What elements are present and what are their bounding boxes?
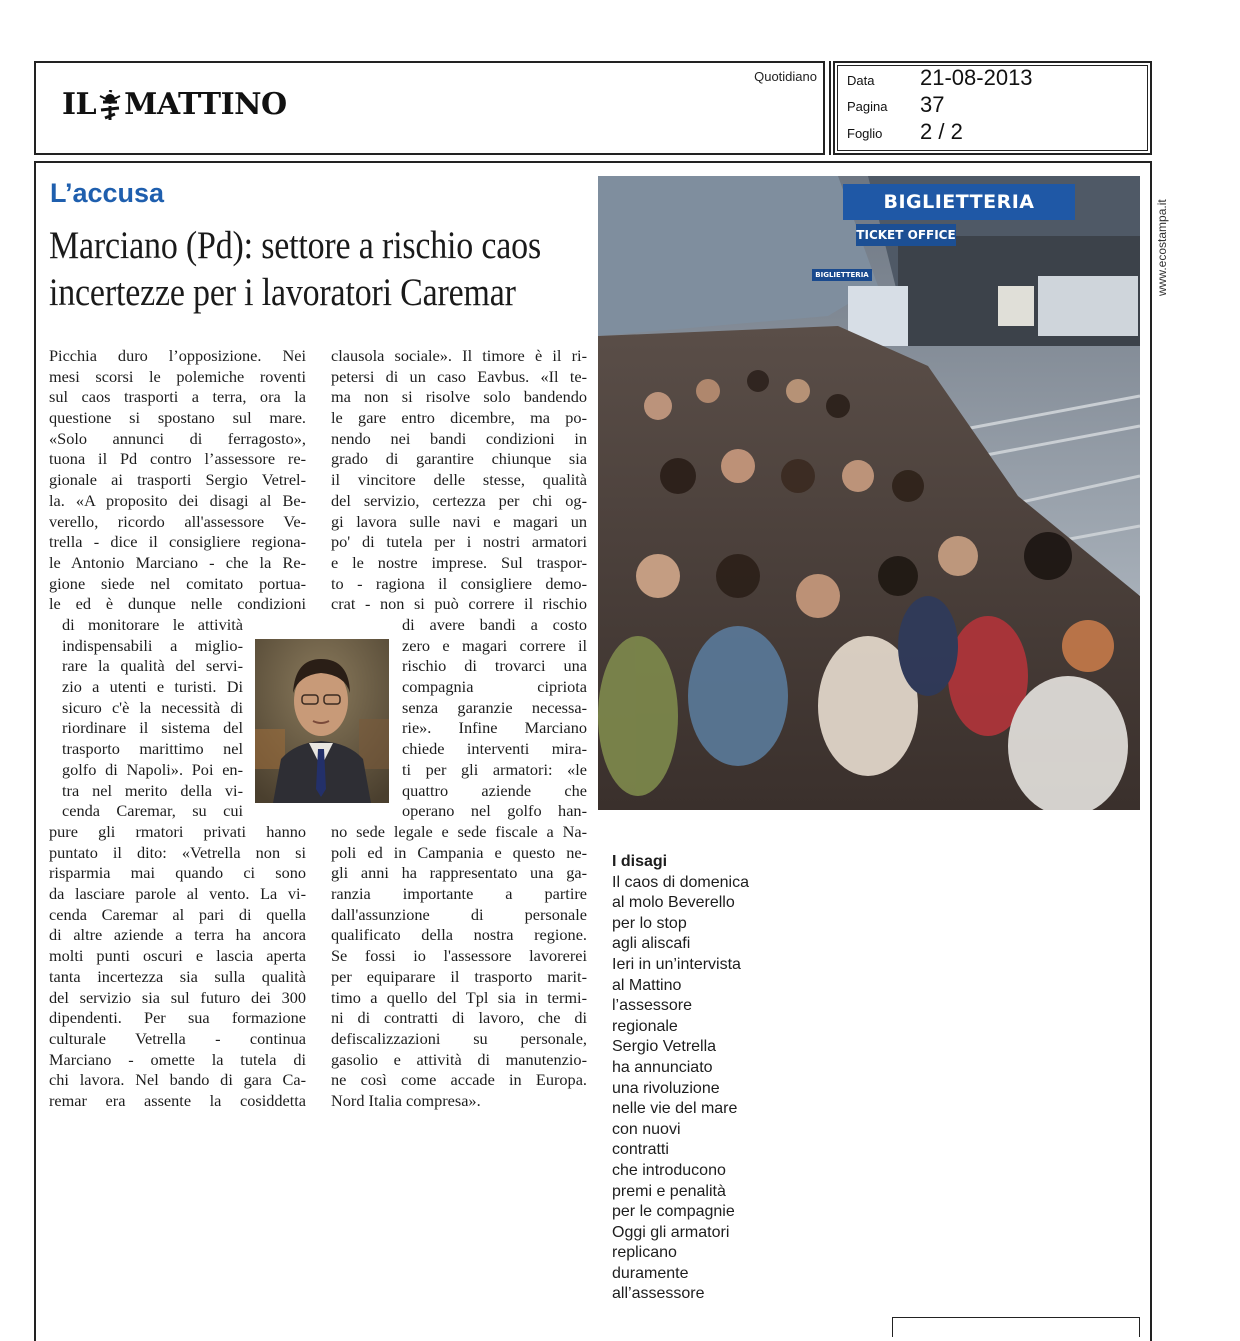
text-line: sul caos trasporti a terra, ora la <box>49 387 306 407</box>
text-line: tanta incertezza sia sulla qualità <box>49 966 306 986</box>
text-line: qualificato della nostra regione. <box>331 925 587 945</box>
text-line: poli ed in Campania e questo ne- <box>331 842 587 862</box>
text-line: ne così come accade in Europa. <box>331 1070 587 1090</box>
caption-line: replicano <box>612 1244 677 1262</box>
text-line: sicuro c'è la necessità di <box>62 697 243 717</box>
text-line: e le nostre imprese. Sul traspor- <box>331 552 587 572</box>
article-headline <box>49 222 541 316</box>
text-line: ranzia importante a partire <box>331 884 587 904</box>
text-line: zio a utenti e turisti. Di <box>62 677 243 697</box>
text-line: crat - non si può correre il rischio <box>331 594 587 614</box>
publication-type: Quotidiano <box>754 69 817 84</box>
text-line: culturale Vetrella - continua <box>49 1028 306 1048</box>
text-line: il vincitore delle stesse, qualità <box>331 470 587 490</box>
caption-line: una rivoluzione <box>612 1079 720 1097</box>
text-line: Nord Italia compresa». <box>331 1090 481 1110</box>
logo-emblem-icon <box>97 90 123 120</box>
text-line: golfo di Napoli». Poi en- <box>62 759 243 779</box>
text-line: del servizio, certezza per chi og- <box>331 490 587 510</box>
text-line: Se fossi io l'assessore lavorerei <box>331 946 587 966</box>
column-1-bottom <box>49 822 306 1112</box>
masthead-box <box>34 61 825 155</box>
meta-key: Data <box>847 73 875 88</box>
text-line: no sede legale e sede fiscale a Na- <box>331 822 587 841</box>
caption-body <box>612 873 749 1305</box>
caption-line: premi e penalità <box>612 1182 726 1200</box>
column-1-narrow <box>62 615 243 822</box>
text-line: trella - dice il consigliere regiona- <box>49 532 306 552</box>
text-line: gli anni ha rappresentato una ga- <box>331 863 587 883</box>
text-line: questione si spostano sul mare. <box>49 408 306 428</box>
footer-box <box>892 1317 1140 1337</box>
text-line: di avere bandi a costo <box>402 615 587 634</box>
text-line: «Solo annunci di ferragosto», <box>49 428 306 448</box>
caption-line: che introducono <box>612 1161 726 1179</box>
text-line: riordinare il sistema del <box>62 718 243 738</box>
text-line: quattro aziende che <box>402 780 587 800</box>
text-line: gione siede nel comitato portua- <box>49 573 306 593</box>
text-line: le ed è dunque nelle condizioni <box>49 594 306 614</box>
ticket-office-subsign: TICKET OFFICE <box>856 224 956 246</box>
text-line: dall'assunzione di personale <box>331 904 587 924</box>
meta-key: Foglio <box>847 126 883 141</box>
caption-line: con nuovi <box>612 1120 681 1138</box>
text-line: risparmia mai quando ci sono <box>49 863 306 883</box>
text-line: la. «A proposito dei disagi al Be- <box>49 490 306 510</box>
metadata-box <box>833 61 1152 155</box>
news-photo-crowd <box>598 176 1140 810</box>
caption-line: Oggi gli armatori <box>612 1223 730 1241</box>
text-line: indispensabili a miglio- <box>62 635 243 655</box>
text-line: le gare entro dicembre, ma po- <box>331 408 587 428</box>
text-line: grado di garantire chiunque sia <box>331 449 587 469</box>
caption-line: al Mattino <box>612 976 682 994</box>
text-line: nendo nei bandi condizioni in <box>331 428 587 448</box>
text-line: ni di contratti di lavoro, che di <box>331 1008 587 1028</box>
text-line: pure gli rmatori privati hanno <box>49 822 306 841</box>
text-line: le Antonio Marciano - che la Re- <box>49 552 306 572</box>
column-2-narrow <box>402 615 587 822</box>
caption-line: per lo stop <box>612 914 687 932</box>
watermark-text: www.ecostampa.it <box>1155 199 1169 296</box>
column-2-top <box>331 346 587 615</box>
text-line: Marciano - omette la tutela di <box>49 1049 306 1069</box>
caption-line: Il caos di domenica <box>612 873 749 891</box>
text-line: puntato il dito: «Vetrella non si <box>49 842 306 862</box>
caption-line: duramente <box>612 1264 689 1282</box>
meta-value: 2 / 2 <box>920 119 963 144</box>
newspaper-logo: IL MATTINO <box>62 87 287 122</box>
text-line: po' di tutela per i nostri armatori <box>331 532 587 552</box>
text-line: verello, ricordo all'assessore Ve- <box>49 511 306 531</box>
text-line: chiede interventi mira- <box>402 739 587 759</box>
column-1-top <box>49 346 306 615</box>
ticket-office-sign: BIGLIETTERIA <box>843 184 1075 220</box>
text-line: chi lavora. Nel bando di gara Ca- <box>49 1070 306 1090</box>
text-line: tra nel merito della vi- <box>62 780 243 800</box>
text-line: per equiparare il trasporto marit- <box>331 966 587 986</box>
text-line: Picchia duro l’opposizione. Nei <box>49 346 306 365</box>
text-line: dipendenti. Per sua formazione <box>49 1008 306 1028</box>
caption-line: agli aliscafi <box>612 935 691 953</box>
text-line: trasporto marittimo nel <box>62 739 243 759</box>
caption-line: per le compagnie <box>612 1203 735 1221</box>
caption-line: ha annunciato <box>612 1058 713 1076</box>
watermark <box>1155 176 1173 296</box>
text-line: rare la qualità del servi- <box>62 656 243 676</box>
text-line: zero e magari correre il <box>402 635 587 655</box>
meta-value: 21-08-2013 <box>920 65 1033 90</box>
photo-caption <box>612 852 749 1305</box>
text-line: timo a quello del Tpl sia in termi- <box>331 987 587 1007</box>
text-line: operano nel golfo han- <box>402 801 587 821</box>
text-line: gi lavora sulle navi e magari un <box>331 511 587 531</box>
text-line: gionale ai trasporti Sergio Vetrel- <box>49 470 306 490</box>
text-line: remar era assente la cosiddetta <box>49 1090 306 1110</box>
text-line: petersi di un caso Eavbus. «Il te- <box>331 366 587 386</box>
text-line: defiscalizzazioni su personale, <box>331 1028 587 1048</box>
text-line: cenda Caremar, su cui <box>62 801 243 821</box>
text-line: molti punti oscuri e lascia aperta <box>49 946 306 966</box>
headline-line: Marciano (Pd): settore a rischio caos <box>49 224 541 267</box>
caption-line: Sergio Vetrella <box>612 1038 717 1056</box>
text-line: cenda Caremar al pari di quella <box>49 904 306 924</box>
caption-line: al molo Beverello <box>612 894 735 912</box>
caption-line: all’assessore <box>612 1285 705 1303</box>
small-ticket-sign: BIGLIETTERIA <box>812 269 872 281</box>
caption-line: contratti <box>612 1141 669 1159</box>
text-line: rie». Infine Marciano <box>402 718 587 738</box>
text-line: rischio di trovarci una <box>402 656 587 676</box>
text-line: gasolio e attività di manutenzio- <box>331 1049 587 1069</box>
text-line: del servizio sia sul futuro dei 300 <box>49 987 306 1007</box>
caption-line: nelle vie del mare <box>612 1100 738 1118</box>
text-line: senza garanzie necessa- <box>402 697 587 717</box>
text-line: da lasciare parole al vento. La vi- <box>49 884 306 904</box>
caption-line: Ieri in un’intervista <box>612 955 741 973</box>
headline-line: incertezze per i lavoratori Caremar <box>49 271 516 314</box>
text-line: tuona il Pd contro l’assessore re- <box>49 449 306 469</box>
text-line: to - ragiona il consigliere demo- <box>331 573 587 593</box>
article-kicker: L’accusa <box>50 178 165 208</box>
caption-line: regionale <box>612 1017 678 1035</box>
text-line: di altre aziende a terra ha ancora <box>49 925 306 945</box>
caption-title: I disagi <box>612 853 668 870</box>
text-line: compagnia cipriota <box>402 677 587 697</box>
text-line: ti per gli armatori: «le <box>402 759 587 779</box>
text-line: ma non si risolve solo bandendo <box>331 387 587 407</box>
author-portrait <box>255 639 389 803</box>
meta-value: 37 <box>920 92 945 117</box>
column-2-bottom <box>331 822 587 1112</box>
text-line: clausola sociale». Il timore è il ri- <box>331 346 587 365</box>
text-line: mesi scorsi le polemiche roventi <box>49 366 306 386</box>
meta-key: Pagina <box>847 99 888 114</box>
caption-line: l’assessore <box>612 997 693 1015</box>
text-line: di monitorare le attività <box>62 615 243 634</box>
